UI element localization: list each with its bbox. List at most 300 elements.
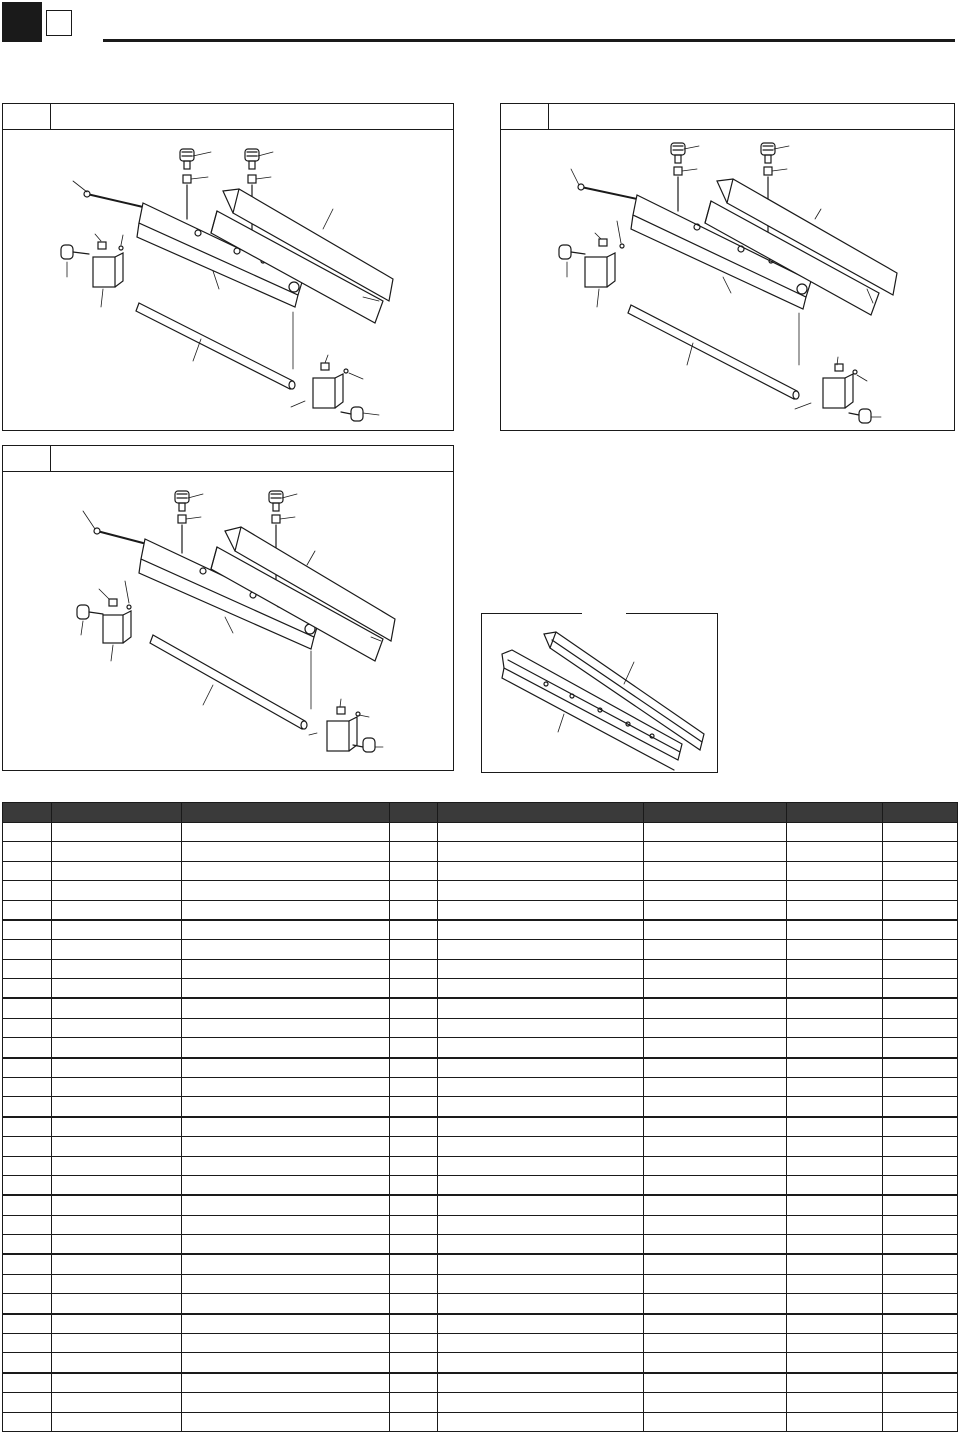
table-cell bbox=[390, 842, 438, 861]
table-cell bbox=[787, 842, 883, 861]
table-cell bbox=[883, 979, 958, 999]
table-cell bbox=[3, 1353, 52, 1373]
table-cell bbox=[438, 1353, 644, 1373]
table-cell bbox=[390, 1137, 438, 1156]
table-cell bbox=[787, 1373, 883, 1393]
table-row bbox=[3, 823, 958, 842]
figure-header bbox=[3, 104, 453, 130]
figure-header bbox=[3, 446, 453, 472]
table-cell bbox=[883, 1294, 958, 1314]
table-cell bbox=[787, 998, 883, 1018]
table-cell bbox=[390, 1314, 438, 1334]
table-cell bbox=[52, 998, 182, 1018]
table-cell bbox=[787, 940, 883, 959]
table-cell bbox=[644, 1353, 787, 1373]
table-cell bbox=[3, 1077, 52, 1096]
table-cell bbox=[883, 1412, 958, 1432]
table-cell bbox=[787, 1077, 883, 1096]
table-cell bbox=[883, 1018, 958, 1037]
table-cell bbox=[787, 1175, 883, 1195]
table-cell bbox=[182, 1215, 390, 1234]
table-cell bbox=[3, 861, 52, 880]
table-cell bbox=[182, 1353, 390, 1373]
table-row bbox=[3, 842, 958, 861]
table-cell bbox=[644, 1018, 787, 1037]
table-cell bbox=[438, 1077, 644, 1096]
exploded-view-figure-c bbox=[2, 445, 454, 771]
table-cell bbox=[3, 900, 52, 920]
table-cell bbox=[390, 1235, 438, 1255]
table-cell bbox=[883, 1058, 958, 1078]
table-cell bbox=[883, 998, 958, 1018]
table-cell bbox=[390, 1018, 438, 1037]
table-cell bbox=[883, 1215, 958, 1234]
table-row bbox=[3, 1373, 958, 1393]
table-cell bbox=[644, 1215, 787, 1234]
table-cell bbox=[438, 1018, 644, 1037]
col-header bbox=[52, 803, 182, 823]
table-cell bbox=[3, 1018, 52, 1037]
table-cell bbox=[390, 1058, 438, 1078]
figure-tag-box bbox=[501, 104, 549, 129]
table-cell bbox=[787, 1294, 883, 1314]
table-cell bbox=[787, 1314, 883, 1334]
table-cell bbox=[390, 1175, 438, 1195]
table-cell bbox=[787, 900, 883, 920]
table-cell bbox=[644, 1314, 787, 1334]
table-cell bbox=[787, 1117, 883, 1137]
table-cell bbox=[644, 1175, 787, 1195]
col-header bbox=[3, 803, 52, 823]
table-cell bbox=[182, 823, 390, 842]
table-cell bbox=[787, 1038, 883, 1058]
table-cell bbox=[390, 1294, 438, 1314]
table-cell bbox=[3, 1412, 52, 1432]
table-cell bbox=[3, 1156, 52, 1175]
table-cell bbox=[52, 1195, 182, 1215]
table-cell bbox=[3, 998, 52, 1018]
table-cell bbox=[883, 920, 958, 940]
table-row bbox=[3, 1215, 958, 1234]
table-row bbox=[3, 1038, 958, 1058]
table-row bbox=[3, 1412, 958, 1432]
table-cell bbox=[438, 1274, 644, 1293]
table-cell bbox=[390, 1393, 438, 1412]
table-cell bbox=[644, 900, 787, 920]
table-cell bbox=[644, 1195, 787, 1215]
table-row bbox=[3, 1018, 958, 1037]
table-cell bbox=[438, 1254, 644, 1274]
table-header-row bbox=[3, 803, 958, 823]
table-cell bbox=[644, 1058, 787, 1078]
table-row bbox=[3, 1254, 958, 1274]
table-cell bbox=[390, 1038, 438, 1058]
table-cell bbox=[3, 1195, 52, 1215]
table-cell bbox=[3, 1235, 52, 1255]
table-cell bbox=[438, 1175, 644, 1195]
table-cell bbox=[883, 1353, 958, 1373]
table-cell bbox=[438, 920, 644, 940]
table-cell bbox=[390, 900, 438, 920]
table-cell bbox=[390, 823, 438, 842]
table-cell bbox=[787, 979, 883, 999]
col-header bbox=[390, 803, 438, 823]
table-cell bbox=[182, 1373, 390, 1393]
table-cell bbox=[390, 920, 438, 940]
table-row bbox=[3, 1156, 958, 1175]
table-cell bbox=[644, 1077, 787, 1096]
table-cell bbox=[644, 1373, 787, 1393]
table-row bbox=[3, 1097, 958, 1117]
table-cell bbox=[883, 1175, 958, 1195]
table-cell bbox=[390, 881, 438, 900]
table-cell bbox=[390, 1077, 438, 1096]
table-cell bbox=[644, 1412, 787, 1432]
table-cell bbox=[787, 1058, 883, 1078]
table-cell bbox=[182, 1038, 390, 1058]
table-cell bbox=[3, 1117, 52, 1137]
table-row bbox=[3, 1175, 958, 1195]
table-cell bbox=[438, 1373, 644, 1393]
table-cell bbox=[3, 823, 52, 842]
table-cell bbox=[390, 1097, 438, 1117]
table-cell bbox=[52, 900, 182, 920]
table-cell bbox=[438, 1156, 644, 1175]
table-cell bbox=[787, 1156, 883, 1175]
table-cell bbox=[3, 979, 52, 999]
table-row bbox=[3, 920, 958, 940]
table-cell bbox=[52, 1294, 182, 1314]
table-row bbox=[3, 900, 958, 920]
table-cell bbox=[644, 1097, 787, 1117]
table-cell bbox=[182, 1254, 390, 1274]
table-cell bbox=[182, 1314, 390, 1334]
table-row bbox=[3, 979, 958, 999]
table-row bbox=[3, 861, 958, 880]
table-cell bbox=[390, 1215, 438, 1234]
table-cell bbox=[52, 1314, 182, 1334]
table-cell bbox=[883, 823, 958, 842]
table-cell bbox=[438, 1235, 644, 1255]
table-cell bbox=[787, 1018, 883, 1037]
table-cell bbox=[438, 998, 644, 1018]
table-cell bbox=[787, 1393, 883, 1412]
table-cell bbox=[3, 1373, 52, 1393]
table-cell bbox=[182, 1333, 390, 1352]
table-cell bbox=[438, 979, 644, 999]
table-cell bbox=[182, 1235, 390, 1255]
table-cell bbox=[438, 1314, 644, 1334]
table-cell bbox=[3, 920, 52, 940]
table-cell bbox=[883, 881, 958, 900]
table-cell bbox=[787, 881, 883, 900]
table-cell bbox=[644, 1156, 787, 1175]
table-cell bbox=[182, 881, 390, 900]
table-row bbox=[3, 1137, 958, 1156]
table-cell bbox=[787, 1274, 883, 1293]
col-header bbox=[883, 803, 958, 823]
table-cell bbox=[52, 861, 182, 880]
table-cell bbox=[182, 1097, 390, 1117]
table-cell bbox=[883, 1333, 958, 1352]
table-row bbox=[3, 1294, 958, 1314]
table-cell bbox=[3, 1215, 52, 1234]
table-cell bbox=[3, 1254, 52, 1274]
table-cell bbox=[390, 1195, 438, 1215]
table-row bbox=[3, 881, 958, 900]
table-cell bbox=[390, 1156, 438, 1175]
table-cell bbox=[390, 861, 438, 880]
table-cell bbox=[390, 1373, 438, 1393]
table-cell bbox=[883, 1373, 958, 1393]
table-cell bbox=[52, 1077, 182, 1096]
table-cell bbox=[390, 1412, 438, 1432]
table-cell bbox=[438, 1137, 644, 1156]
table-cell bbox=[883, 861, 958, 880]
table-cell bbox=[390, 998, 438, 1018]
inset-drawing bbox=[482, 614, 717, 772]
col-header bbox=[182, 803, 390, 823]
exploded-view-figure-a bbox=[2, 103, 454, 431]
col-header bbox=[787, 803, 883, 823]
table-cell bbox=[787, 1412, 883, 1432]
table-cell bbox=[390, 1254, 438, 1274]
table-cell bbox=[52, 1097, 182, 1117]
table-cell bbox=[52, 940, 182, 959]
table-cell bbox=[3, 1294, 52, 1314]
table-cell bbox=[644, 920, 787, 940]
table-cell bbox=[438, 1393, 644, 1412]
table-cell bbox=[52, 1058, 182, 1078]
table-row bbox=[3, 940, 958, 959]
table-cell bbox=[182, 1393, 390, 1412]
figure-tag-box bbox=[3, 104, 51, 129]
table-cell bbox=[3, 842, 52, 861]
table-cell bbox=[52, 842, 182, 861]
table-cell bbox=[644, 881, 787, 900]
table-cell bbox=[3, 1058, 52, 1078]
table-cell bbox=[787, 1137, 883, 1156]
table-row bbox=[3, 1058, 958, 1078]
detail-inset bbox=[481, 613, 718, 773]
table-cell bbox=[438, 900, 644, 920]
table-cell bbox=[883, 1097, 958, 1117]
table-cell bbox=[787, 861, 883, 880]
table-row bbox=[3, 1195, 958, 1215]
table-cell bbox=[52, 1117, 182, 1137]
table-cell bbox=[644, 959, 787, 978]
table-cell bbox=[52, 881, 182, 900]
table-cell bbox=[644, 861, 787, 880]
table-cell bbox=[52, 1333, 182, 1352]
table-cell bbox=[883, 1254, 958, 1274]
table-cell bbox=[52, 979, 182, 999]
table-cell bbox=[644, 979, 787, 999]
figure-tag-box bbox=[3, 446, 51, 471]
table-cell bbox=[182, 861, 390, 880]
table-cell bbox=[883, 1077, 958, 1096]
table-cell bbox=[644, 998, 787, 1018]
parts-list-table bbox=[2, 802, 958, 1432]
table-cell bbox=[3, 1274, 52, 1293]
table-cell bbox=[883, 1117, 958, 1137]
table-cell bbox=[52, 1254, 182, 1274]
table-cell bbox=[644, 842, 787, 861]
exploded-drawing bbox=[501, 129, 954, 430]
table-cell bbox=[438, 1117, 644, 1137]
table-row bbox=[3, 1393, 958, 1412]
table-cell bbox=[390, 959, 438, 978]
table-cell bbox=[644, 1038, 787, 1058]
table-cell bbox=[883, 1274, 958, 1293]
section-tab-outline bbox=[46, 10, 72, 36]
table-cell bbox=[182, 900, 390, 920]
table-cell bbox=[438, 1294, 644, 1314]
table-cell bbox=[182, 1175, 390, 1195]
table-cell bbox=[390, 979, 438, 999]
table-cell bbox=[390, 1353, 438, 1373]
table-row bbox=[3, 1117, 958, 1137]
table-row bbox=[3, 998, 958, 1018]
table-cell bbox=[787, 1195, 883, 1215]
table-cell bbox=[52, 1235, 182, 1255]
table-cell bbox=[787, 1097, 883, 1117]
table-cell bbox=[182, 1412, 390, 1432]
table-cell bbox=[182, 842, 390, 861]
col-header bbox=[644, 803, 787, 823]
header-rule bbox=[103, 39, 955, 42]
table-cell bbox=[883, 959, 958, 978]
table-cell bbox=[52, 1412, 182, 1432]
table-cell bbox=[182, 1018, 390, 1037]
table-cell bbox=[182, 1058, 390, 1078]
table-cell bbox=[787, 823, 883, 842]
table-cell bbox=[52, 1156, 182, 1175]
section-tab-black bbox=[2, 2, 42, 42]
table-cell bbox=[787, 1254, 883, 1274]
table-cell bbox=[3, 959, 52, 978]
table-cell bbox=[390, 1117, 438, 1137]
table-cell bbox=[3, 1333, 52, 1352]
table-cell bbox=[883, 1195, 958, 1215]
table-cell bbox=[52, 1137, 182, 1156]
table-cell bbox=[3, 1314, 52, 1334]
exploded-drawing bbox=[3, 129, 453, 430]
table-row bbox=[3, 1274, 958, 1293]
table-cell bbox=[787, 959, 883, 978]
table-cell bbox=[644, 1333, 787, 1352]
table-cell bbox=[52, 1353, 182, 1373]
table-row bbox=[3, 1314, 958, 1334]
table-cell bbox=[52, 1018, 182, 1037]
table-cell bbox=[644, 1274, 787, 1293]
table-cell bbox=[52, 1274, 182, 1293]
table-cell bbox=[438, 940, 644, 959]
table-cell bbox=[52, 1215, 182, 1234]
table-cell bbox=[3, 940, 52, 959]
table-cell bbox=[3, 1097, 52, 1117]
table-cell bbox=[182, 1077, 390, 1096]
table-cell bbox=[644, 1235, 787, 1255]
table-cell bbox=[3, 1137, 52, 1156]
table-cell bbox=[883, 940, 958, 959]
table-cell bbox=[787, 920, 883, 940]
table-cell bbox=[52, 920, 182, 940]
table-cell bbox=[787, 1333, 883, 1352]
table-cell bbox=[438, 823, 644, 842]
table-cell bbox=[390, 1333, 438, 1352]
table-cell bbox=[644, 1117, 787, 1137]
table-row bbox=[3, 1353, 958, 1373]
table-row bbox=[3, 1235, 958, 1255]
table-cell bbox=[644, 1254, 787, 1274]
table-cell bbox=[787, 1235, 883, 1255]
table-cell bbox=[883, 1235, 958, 1255]
table-cell bbox=[182, 920, 390, 940]
table-cell bbox=[438, 1412, 644, 1432]
table-cell bbox=[787, 1353, 883, 1373]
table-cell bbox=[438, 842, 644, 861]
table-cell bbox=[182, 1137, 390, 1156]
table-cell bbox=[883, 1393, 958, 1412]
table-cell bbox=[438, 959, 644, 978]
table-cell bbox=[644, 1137, 787, 1156]
table-cell bbox=[3, 1038, 52, 1058]
table-cell bbox=[182, 1156, 390, 1175]
col-header bbox=[438, 803, 644, 823]
table-cell bbox=[438, 1097, 644, 1117]
table-cell bbox=[182, 1294, 390, 1314]
table-cell bbox=[182, 959, 390, 978]
table-cell bbox=[438, 861, 644, 880]
table-cell bbox=[883, 1038, 958, 1058]
table-row bbox=[3, 959, 958, 978]
table-cell bbox=[52, 1373, 182, 1393]
table-cell bbox=[883, 900, 958, 920]
table-cell bbox=[182, 940, 390, 959]
table-cell bbox=[52, 1393, 182, 1412]
table-cell bbox=[3, 1175, 52, 1195]
table-cell bbox=[182, 979, 390, 999]
exploded-view-figure-b bbox=[500, 103, 955, 431]
table-cell bbox=[438, 881, 644, 900]
table-cell bbox=[52, 959, 182, 978]
table-cell bbox=[787, 1215, 883, 1234]
table-cell bbox=[438, 1058, 644, 1078]
table-cell bbox=[3, 881, 52, 900]
table-cell bbox=[883, 842, 958, 861]
table-cell bbox=[883, 1314, 958, 1334]
table-cell bbox=[644, 823, 787, 842]
table-row bbox=[3, 1077, 958, 1096]
table-cell bbox=[438, 1215, 644, 1234]
table-cell bbox=[3, 1393, 52, 1412]
table-cell bbox=[644, 1393, 787, 1412]
exploded-drawing bbox=[3, 471, 453, 770]
table-cell bbox=[883, 1137, 958, 1156]
table-cell bbox=[644, 1294, 787, 1314]
table-cell bbox=[52, 823, 182, 842]
table-cell bbox=[182, 1195, 390, 1215]
table-cell bbox=[438, 1195, 644, 1215]
figure-header bbox=[501, 104, 954, 130]
table-cell bbox=[182, 998, 390, 1018]
table-cell bbox=[438, 1333, 644, 1352]
table-cell bbox=[52, 1175, 182, 1195]
table-cell bbox=[182, 1274, 390, 1293]
table-cell bbox=[438, 1038, 644, 1058]
table-cell bbox=[390, 940, 438, 959]
